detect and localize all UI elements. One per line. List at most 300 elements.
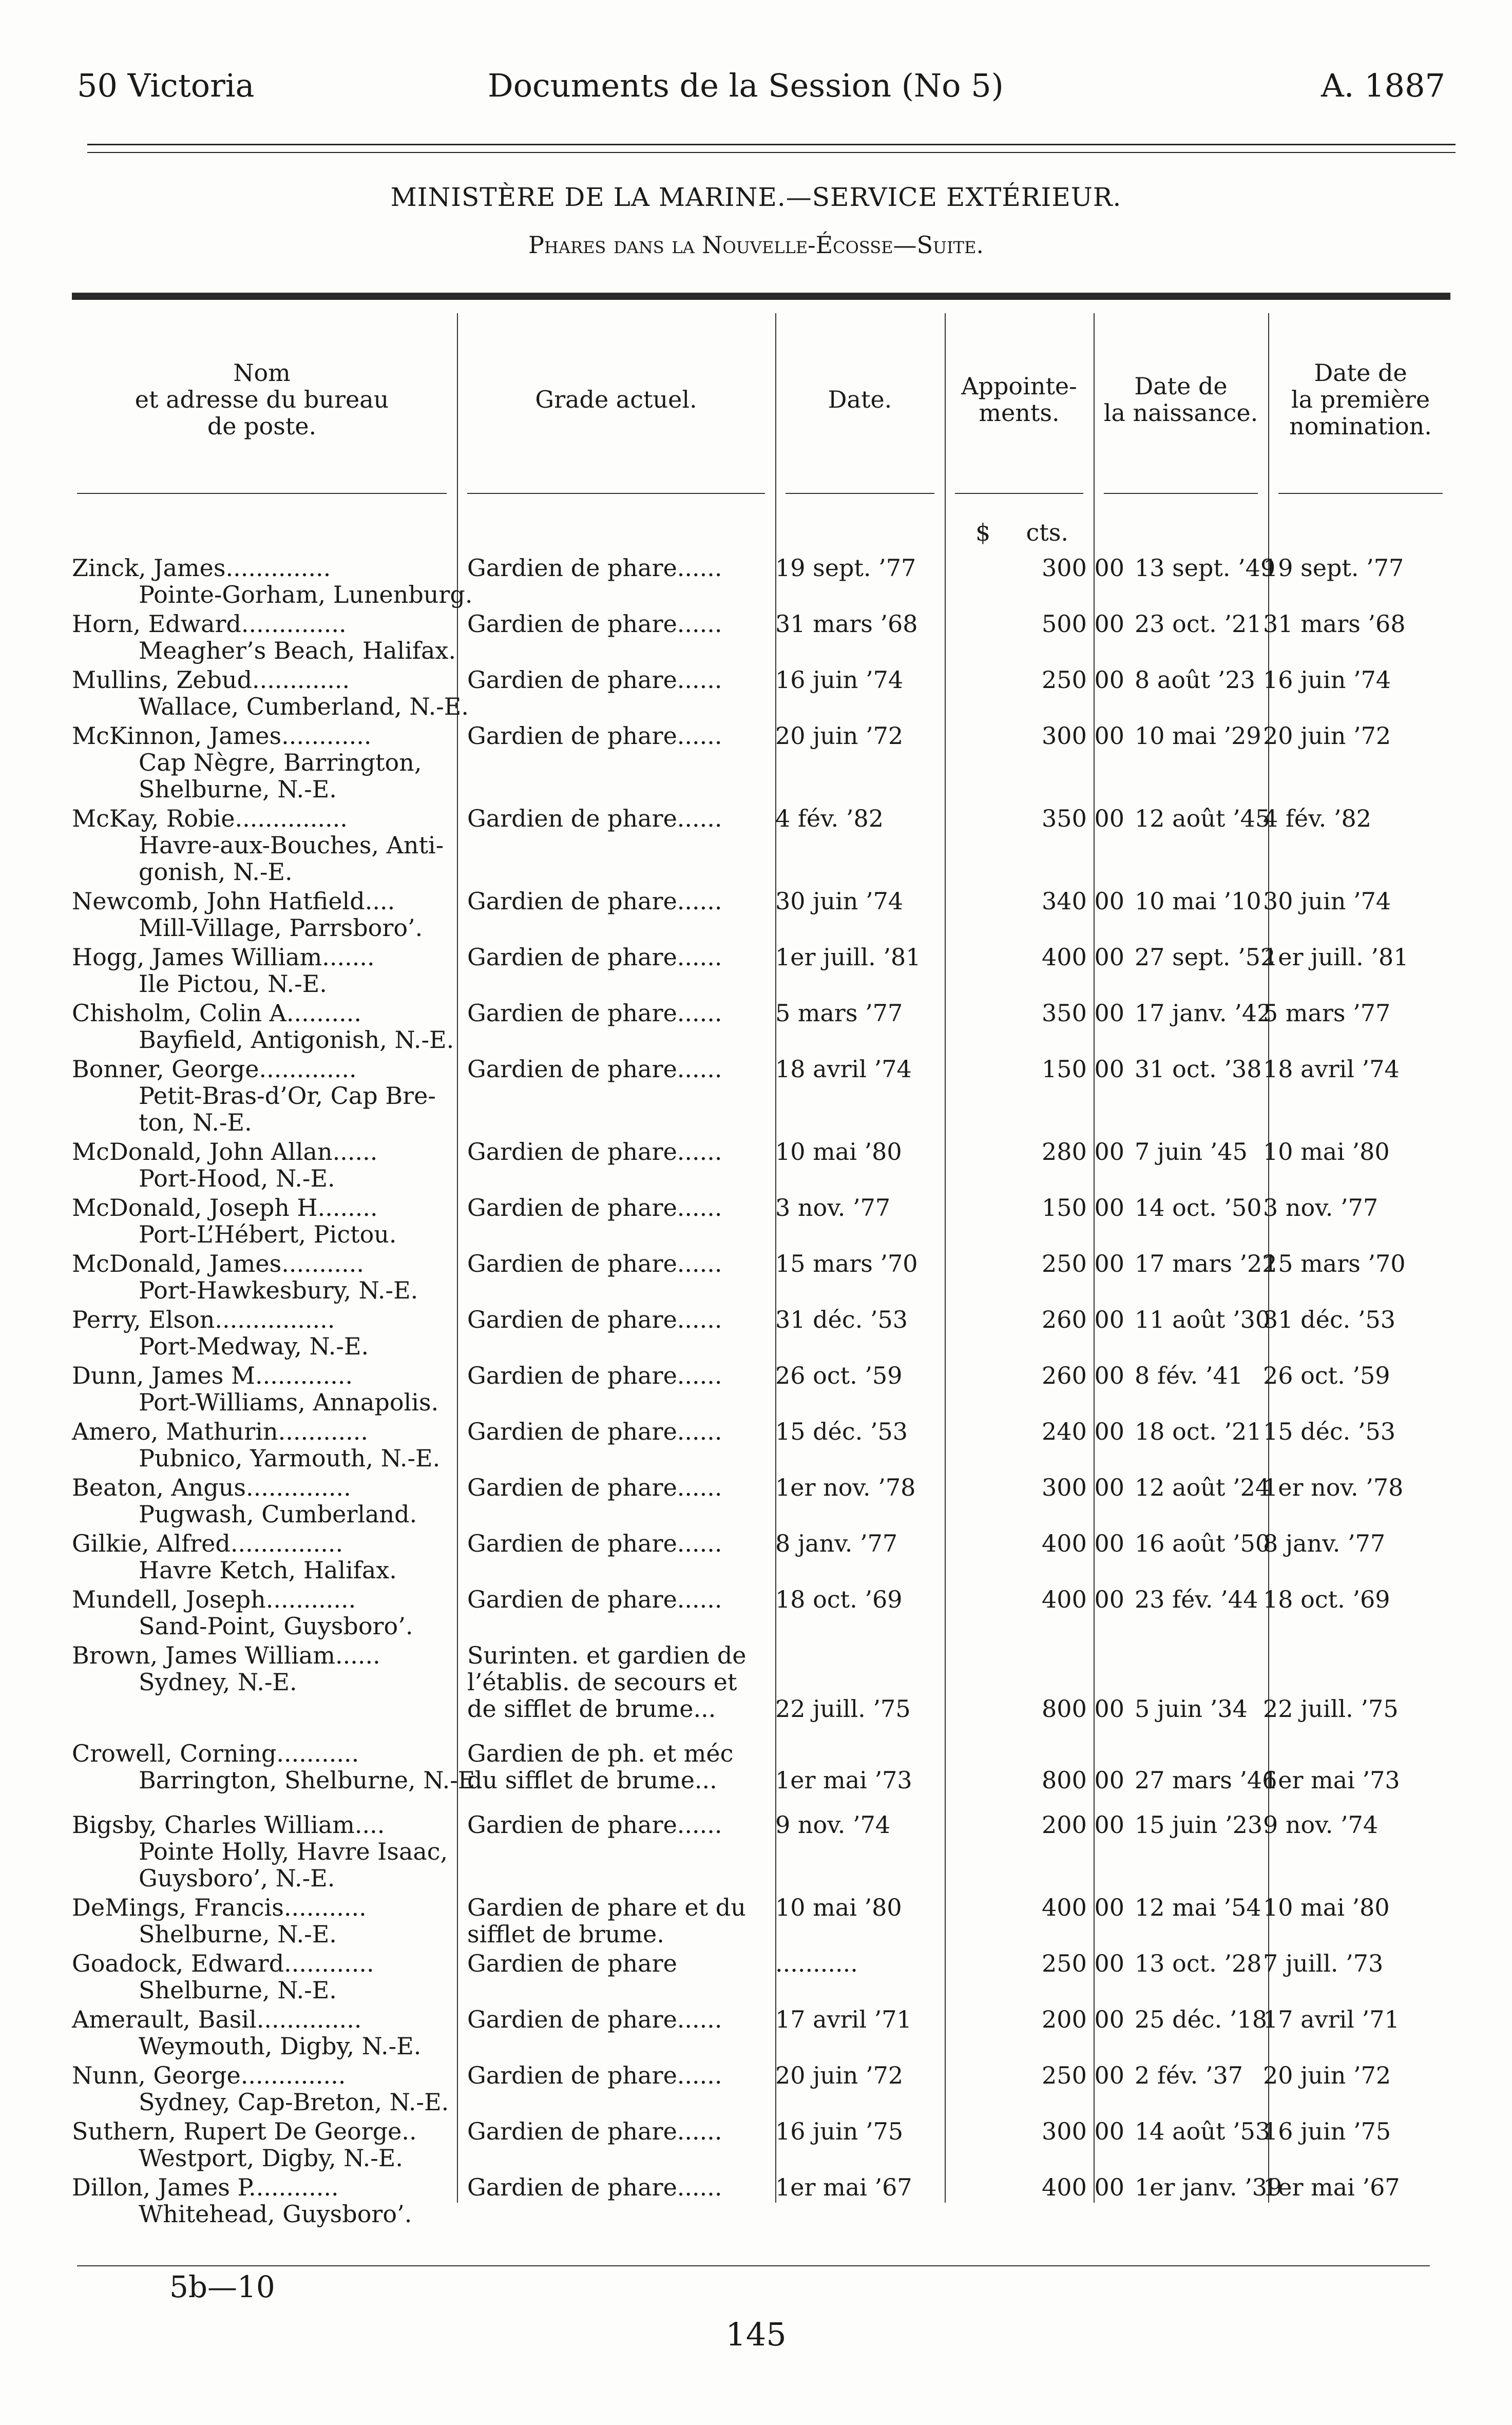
post-office-address: Havre-aux-Bouches, Anti- (139, 831, 444, 859)
birth-date: 31 oct. ’38 (1135, 1055, 1262, 1083)
salary: 150 00 (1042, 1055, 1124, 1083)
current-grade (467, 1056, 775, 1082)
first-appointment-date: 16 juin ’75 (1263, 2117, 1391, 2145)
birth-date: 7 juin ’45 (1135, 1138, 1248, 1166)
first-appointment-date: 30 juin ’74 (1263, 887, 1391, 915)
grade-date: 15 déc. ’53 (775, 1418, 908, 1445)
current-grade (467, 1642, 775, 1722)
table-row (67, 888, 1453, 944)
salary: 400 00 (1042, 2173, 1124, 2201)
post-office-address: Wallace, Cumberland, N.-E. (139, 693, 469, 720)
post-office-address: gonish, N.-E. (139, 858, 293, 886)
current-grade (467, 555, 775, 581)
keeper-name: McKinnon, James............ (72, 722, 372, 750)
birth-date: 25 déc. ’18 (1135, 2006, 1267, 2033)
current-grade (467, 2062, 775, 2089)
grade-line: Gardien de phare...... (467, 943, 722, 971)
grade-line: du sifflet de brume... (467, 1766, 717, 1794)
dollar-sign: $ (975, 519, 991, 546)
column-header-line: de poste. (207, 412, 317, 440)
keeper-name: Hogg, James William....... (72, 943, 375, 971)
header-underline (467, 493, 765, 494)
column-header-line: la naissance. (1103, 399, 1258, 427)
first-appointment-date: 7 juill. ’73 (1263, 1950, 1384, 1977)
post-office-address: Pointe Holly, Havre Isaac, (139, 1838, 448, 1865)
post-office-address: Pubnico, Yarmouth, N.-E. (139, 1444, 441, 1472)
keeper-name-address (72, 722, 452, 803)
birth-date: 16 août ’50 (1135, 1530, 1271, 1557)
current-grade (467, 1586, 775, 1613)
keeper-name: Mundell, Joseph............ (72, 1586, 356, 1613)
keeper-name: Amero, Mathurin............ (72, 1418, 369, 1445)
grade-line: Gardien de phare...... (467, 1530, 722, 1557)
grade-date: 19 sept. ’77 (775, 554, 916, 582)
post-office-address: Petit-Bras-d’Or, Cap Bre- (139, 1082, 436, 1110)
table-row (67, 2006, 1453, 2062)
grade-line: Gardien de phare...... (467, 1418, 722, 1445)
birth-date: 5 juin ’34 (1135, 1695, 1248, 1723)
grade-date: 10 mai ’80 (775, 1138, 902, 1166)
grade-date: 10 mai ’80 (775, 1894, 902, 1921)
keeper-name: Crowell, Corning........... (72, 1740, 359, 1767)
first-appointment-date: 15 déc. ’53 (1263, 1418, 1395, 1445)
current-grade (467, 1950, 775, 1977)
birth-date: 27 mars ’46 (1135, 1766, 1277, 1794)
keeper-name-address (72, 1740, 483, 1794)
grade-date: 31 déc. ’53 (775, 1306, 908, 1333)
salary: 200 00 (1042, 1811, 1124, 1839)
table-row (67, 1586, 1453, 1642)
current-grade (467, 1138, 775, 1165)
birth-date: 27 sept. ’52 (1135, 943, 1276, 971)
cents-label: cts. (1026, 519, 1069, 546)
grade-date: 16 juin ’74 (775, 666, 904, 694)
birth-date: 17 mars ’22 (1135, 1250, 1277, 1277)
keeper-name-address (72, 610, 456, 664)
birth-date: 8 août ’23 (1135, 666, 1255, 694)
column-header-line: nomination. (1289, 412, 1432, 440)
grade-line: Gardien de phare et du (467, 1894, 746, 1921)
keeper-name-address (72, 1811, 452, 1892)
current-grade (467, 1306, 775, 1333)
salary: 400 00 (1042, 1894, 1124, 1921)
grade-line: Gardien de phare...... (467, 1474, 722, 1501)
salary: 340 00 (1042, 887, 1124, 915)
birth-date: 14 oct. ’50 (1135, 1194, 1262, 1221)
header-year: A. 1887 (1321, 67, 1445, 104)
current-grade (467, 1894, 775, 1947)
keeper-name: McKay, Robie............... (72, 805, 348, 832)
current-grade (467, 1740, 775, 1793)
keeper-name-address (72, 2174, 452, 2227)
first-appointment-date: 16 juin ’74 (1263, 666, 1391, 694)
column-header-date (775, 386, 945, 413)
table-row (67, 1811, 1453, 1894)
grade-line: de sifflet de brume... (467, 1695, 716, 1723)
grade-line: Gardien de phare...... (467, 1250, 722, 1277)
post-office-address: Shelburne, N.-E. (139, 775, 337, 803)
grade-date: 20 juin ’72 (775, 722, 904, 750)
current-grade (467, 1194, 775, 1221)
table-row (67, 722, 1453, 805)
grade-date: 31 mars ’68 (775, 610, 918, 638)
header-underline (1278, 493, 1443, 494)
grade-line: Gardien de phare...... (467, 1362, 722, 1389)
column-header-line: Date de (1314, 359, 1407, 387)
table-row (67, 944, 1453, 1000)
birth-date: 23 fév. ’44 (1135, 1586, 1258, 1613)
post-office-address: Port-Hawkesbury, N.-E. (139, 1276, 418, 1304)
signature-mark: 5b—10 (169, 2269, 275, 2304)
units-label (975, 519, 1068, 546)
grade-line: Gardien de phare...... (467, 999, 722, 1027)
current-grade (467, 722, 775, 749)
table-row (67, 1474, 1453, 1530)
birth-date: 14 août ’53 (1135, 2117, 1271, 2145)
post-office-address: Weymouth, Digby, N.-E. (139, 2032, 422, 2060)
keeper-name-address (72, 554, 473, 608)
current-grade (467, 2118, 775, 2145)
keeper-name: Newcomb, John Hatfield.... (72, 887, 395, 915)
grade-line: Gardien de phare...... (467, 2061, 722, 2089)
keeper-name: McDonald, John Allan...... (72, 1138, 378, 1166)
grade-date: 3 nov. ’77 (775, 1194, 891, 1221)
first-appointment-date: 1er nov. ’78 (1263, 1474, 1404, 1501)
first-appointment-date: 31 déc. ’53 (1263, 1306, 1395, 1333)
post-office-address: Barrington, Shelburne, N.-E. (139, 1766, 483, 1794)
first-appointment-date: 4 fév. ’82 (1263, 805, 1372, 832)
current-grade (467, 1250, 775, 1277)
grade-line: Gardien de phare...... (467, 610, 722, 638)
header-documents-title: Documents de la Session (No 5) (488, 67, 1004, 104)
keeper-name-address (72, 2006, 452, 2059)
header-rule-thin (87, 152, 1456, 153)
keeper-name: Beaton, Angus.............. (72, 1474, 351, 1501)
salary: 300 00 (1042, 2117, 1124, 2145)
column-header-line: Date. (828, 386, 892, 413)
birth-date: 18 oct. ’21 (1135, 1418, 1262, 1445)
grade-date: ........... (775, 1950, 858, 1977)
first-appointment-date: 20 juin ’72 (1263, 722, 1391, 750)
grade-line: Gardien de phare...... (467, 1306, 722, 1333)
column-header-grade (457, 386, 775, 413)
post-office-address: Port-Williams, Annapolis. (139, 1388, 439, 1416)
salary: 280 00 (1042, 1138, 1124, 1166)
grade-date: 4 fév. ’82 (775, 805, 884, 832)
birth-date: 11 août ’30 (1135, 1306, 1271, 1333)
post-office-address: Whitehead, Guysboro’. (139, 2200, 412, 2228)
table-row (67, 2062, 1453, 2118)
grade-line: Gardien de phare...... (467, 2006, 722, 2033)
grade-line: Gardien de phare (467, 1950, 677, 1977)
post-office-address: Sydney, Cap-Breton, N.-E. (139, 2088, 449, 2116)
birth-date: 12 mai ’54 (1135, 1894, 1261, 1921)
keeper-name: Amerault, Basil.............. (72, 2006, 362, 2033)
post-office-address: Westport, Digby, N.-E. (139, 2144, 403, 2172)
keeper-name-address (72, 1474, 452, 1527)
column-header-name (67, 359, 457, 440)
first-appointment-date: 26 oct. ’59 (1263, 1362, 1390, 1389)
grade-date: 1er nov. ’78 (775, 1474, 916, 1501)
current-grade (467, 2006, 775, 2033)
grade-date: 20 juin ’72 (775, 2061, 904, 2089)
grade-line: Gardien de phare...... (467, 805, 722, 832)
header-underline (1104, 493, 1258, 494)
keeper-name-address (72, 666, 469, 720)
column-header-line: Grade actuel. (535, 386, 697, 413)
post-office-address: ton, N.-E. (139, 1109, 252, 1136)
grade-line: Gardien de phare...... (467, 1811, 722, 1839)
table-row (67, 610, 1453, 666)
page-number: 145 (725, 2316, 787, 2353)
column-header-line: Date de (1134, 372, 1228, 400)
birth-date: 10 mai ’10 (1135, 887, 1261, 915)
salary: 800 00 (1042, 1766, 1124, 1794)
column-header-line: la première (1291, 386, 1430, 413)
table-row (67, 1362, 1453, 1418)
keeper-name-address (72, 944, 452, 997)
keeper-name-address (72, 1194, 452, 1248)
salary: 150 00 (1042, 1194, 1124, 1221)
column-header-first (1268, 359, 1453, 440)
table-row (67, 555, 1453, 610)
birth-date: 1er janv. ’39 (1135, 2173, 1283, 2201)
table-row (67, 2118, 1453, 2174)
grade-line: Gardien de phare...... (467, 1586, 722, 1613)
footer-rule (77, 2265, 1430, 2266)
grade-date: 22 juill. ’75 (775, 1695, 911, 1723)
current-grade (467, 666, 775, 693)
current-grade (467, 2174, 775, 2201)
first-appointment-date: 5 mars ’77 (1263, 999, 1391, 1027)
post-office-address: Sydney, N.-E. (139, 1668, 297, 1696)
column-header-line: ments. (979, 399, 1060, 427)
header-rule (87, 144, 1456, 145)
table-row (67, 1642, 1453, 1725)
lighthouse-keepers-table (67, 555, 1453, 2230)
keeper-name-address (72, 1642, 452, 1695)
birth-date: 15 juin ’23 (1135, 1811, 1263, 1839)
keeper-name-address (72, 1138, 452, 1192)
salary: 300 00 (1042, 1474, 1124, 1501)
salary: 800 00 (1042, 1695, 1124, 1723)
first-appointment-date: 20 juin ’72 (1263, 2061, 1391, 2089)
current-grade (467, 1811, 775, 1838)
first-appointment-date: 15 mars ’70 (1263, 1250, 1406, 1277)
grade-line: l’établis. de secours et (467, 1668, 737, 1696)
post-office-address: Port-Hood, N.-E. (139, 1164, 335, 1192)
table-row (67, 1530, 1453, 1586)
salary: 300 00 (1042, 554, 1124, 582)
table-row (67, 1138, 1453, 1194)
salary: 400 00 (1042, 943, 1124, 971)
grade-date: 9 nov. ’74 (775, 1811, 891, 1839)
keeper-name: DeMings, Francis........... (72, 1894, 367, 1921)
salary: 350 00 (1042, 805, 1124, 832)
keeper-name: Goadock, Edward............ (72, 1950, 374, 1977)
grade-line: Gardien de phare...... (467, 2173, 722, 2201)
current-grade (467, 944, 775, 970)
salary: 500 00 (1042, 610, 1124, 638)
table-row (67, 1740, 1453, 1796)
birth-date: 23 oct. ’21 (1135, 610, 1262, 638)
current-grade (467, 1530, 775, 1557)
current-grade (467, 888, 775, 914)
keeper-name-address (72, 1530, 452, 1583)
current-grade (467, 1418, 775, 1445)
keeper-name-address (72, 1362, 452, 1416)
keeper-name-address (72, 1418, 452, 1472)
grade-line: sifflet de brume. (467, 1920, 664, 1948)
post-office-address: Guysboro’, N.-E. (139, 1864, 335, 1892)
keeper-name-address (72, 2118, 452, 2171)
table-row (67, 1894, 1453, 1950)
first-appointment-date: 17 avril ’71 (1263, 2006, 1400, 2033)
grade-date: 1er mai ’67 (775, 2173, 912, 2201)
salary: 400 00 (1042, 1530, 1124, 1557)
grade-date: 18 avril ’74 (775, 1055, 912, 1083)
header-underline (77, 493, 447, 494)
header-underline (786, 493, 934, 494)
grade-line: Gardien de phare...... (467, 887, 722, 915)
grade-date: 17 avril ’71 (775, 2006, 912, 2033)
post-office-address: Pointe-Gorham, Lunenburg. (139, 581, 473, 608)
birth-date: 17 janv. ’42 (1135, 999, 1272, 1027)
keeper-name-address (72, 1056, 452, 1136)
first-appointment-date: 9 nov. ’74 (1263, 1811, 1379, 1839)
salary: 240 00 (1042, 1418, 1124, 1445)
keeper-name: Mullins, Zebud............. (72, 666, 350, 694)
post-office-address: Cap Nègre, Barrington, (139, 749, 422, 776)
salary: 300 00 (1042, 722, 1124, 750)
grade-date: 30 juin ’74 (775, 887, 904, 915)
post-office-address: Shelburne, N.-E. (139, 1976, 337, 2004)
grade-line: Surinten. et gardien de (467, 1641, 747, 1669)
keeper-name: Chisholm, Colin A.......... (72, 999, 362, 1027)
table-row (67, 666, 1453, 722)
keeper-name: Horn, Edward.............. (72, 610, 347, 638)
grade-date: 18 oct. ’69 (775, 1586, 903, 1613)
birth-date: 12 août ’45 (1135, 805, 1271, 832)
table-row (67, 1000, 1453, 1056)
page-title: MINISTÈRE DE LA MARINE.—SERVICE EXTÉRIEUR. (390, 182, 1122, 212)
keeper-name-address (72, 1950, 452, 2003)
post-office-address: Bayfield, Antigonish, N.-E. (139, 1026, 454, 1054)
first-appointment-date: 8 janv. ’77 (1263, 1530, 1386, 1557)
first-appointment-date: 10 mai ’80 (1263, 1894, 1390, 1921)
first-appointment-date: 10 mai ’80 (1263, 1138, 1390, 1166)
grade-date: 16 juin ’75 (775, 2117, 904, 2145)
keeper-name: Bonner, George............. (72, 1055, 357, 1083)
grade-line: Gardien de phare...... (467, 1138, 722, 1166)
post-office-address: Sand-Point, Guysboro’. (139, 1612, 413, 1640)
first-appointment-date: 19 sept. ’77 (1263, 554, 1404, 582)
table-row (67, 1056, 1453, 1138)
salary: 350 00 (1042, 999, 1124, 1027)
table-row (67, 2174, 1453, 2230)
first-appointment-date: 1er mai ’67 (1263, 2173, 1400, 2201)
birth-date: 12 août ’24 (1135, 1474, 1271, 1501)
salary: 200 00 (1042, 2006, 1124, 2033)
birth-date: 2 fév. ’37 (1135, 2061, 1243, 2089)
birth-date: 13 sept. ’49 (1135, 554, 1276, 582)
keeper-name-address (72, 805, 452, 885)
header-underline (955, 493, 1083, 494)
keeper-name-address (72, 1586, 452, 1639)
keeper-name-address (72, 888, 452, 941)
grade-line: Gardien de phare...... (467, 2117, 722, 2145)
grade-line: Gardien de phare...... (467, 1194, 722, 1221)
running-header (77, 67, 1445, 113)
salary: 250 00 (1042, 1250, 1124, 1277)
post-office-address: Port-L’Hébert, Pictou. (139, 1220, 397, 1248)
keeper-name-address (72, 1250, 452, 1304)
column-header-line: Nom (233, 359, 291, 387)
current-grade (467, 805, 775, 832)
post-office-address: Shelburne, N.-E. (139, 1920, 337, 1948)
keeper-name: McDonald, Joseph H........ (72, 1194, 378, 1221)
grade-date: 26 oct. ’59 (775, 1362, 903, 1389)
column-header-birth (1094, 373, 1268, 426)
salary: 260 00 (1042, 1306, 1124, 1333)
salary: 250 00 (1042, 2061, 1124, 2089)
table-row (67, 1418, 1453, 1474)
salary: 400 00 (1042, 1586, 1124, 1613)
current-grade (467, 1362, 775, 1389)
current-grade (467, 1000, 775, 1026)
salary: 260 00 (1042, 1362, 1124, 1389)
birth-date: 8 fév. ’41 (1135, 1362, 1243, 1389)
column-header-line: Appointe- (961, 372, 1077, 400)
birth-date: 13 oct. ’28 (1135, 1950, 1262, 1977)
grade-line: Gardien de phare...... (467, 722, 722, 750)
grade-date: 1er juill. ’81 (775, 943, 921, 971)
first-appointment-date: 1er juill. ’81 (1263, 943, 1409, 971)
header-session-year: 50 Victoria (77, 67, 255, 104)
first-appointment-date: 18 avril ’74 (1263, 1055, 1400, 1083)
first-appointment-date: 1er mai ’73 (1263, 1766, 1400, 1794)
first-appointment-date: 18 oct. ’69 (1263, 1586, 1390, 1613)
keeper-name: McDonald, James........... (72, 1250, 365, 1277)
grade-line: Gardien de phare...... (467, 666, 722, 694)
birth-date: 10 mai ’29 (1135, 722, 1261, 750)
grade-line: Gardien de phare...... (467, 1055, 722, 1083)
post-office-address: Havre Ketch, Halifax. (139, 1556, 397, 1584)
table-row (67, 1250, 1453, 1306)
post-office-address: Pugwash, Cumberland. (139, 1500, 417, 1528)
keeper-name: Suthern, Rupert De George.. (72, 2117, 417, 2145)
page-subtitle: Phares dans la Nouvelle-Écosse—Suite. (528, 231, 984, 259)
keeper-name: Bigsby, Charles William.... (72, 1811, 385, 1839)
post-office-address: Meagher’s Beach, Halifax. (139, 637, 456, 664)
salary: 250 00 (1042, 1950, 1124, 1977)
salary: 250 00 (1042, 666, 1124, 694)
grade-date: 5 mars ’77 (775, 999, 903, 1027)
table-row (67, 1194, 1453, 1250)
first-appointment-date: 3 nov. ’77 (1263, 1194, 1379, 1221)
keeper-name-address (72, 1306, 452, 1360)
first-appointment-date: 22 juill. ’75 (1263, 1695, 1399, 1723)
grade-date: 1er mai ’73 (775, 1766, 912, 1794)
current-grade (467, 1474, 775, 1501)
keeper-name: Brown, James William...... (72, 1641, 380, 1669)
table-row (67, 805, 1453, 888)
table-row (67, 1306, 1453, 1362)
first-appointment-date: 31 mars ’68 (1263, 610, 1406, 638)
keeper-name: Nunn, George.............. (72, 2061, 346, 2089)
grade-line: Gardien de phare...... (467, 554, 722, 582)
keeper-name: Dillon, James P............ (72, 2173, 339, 2201)
